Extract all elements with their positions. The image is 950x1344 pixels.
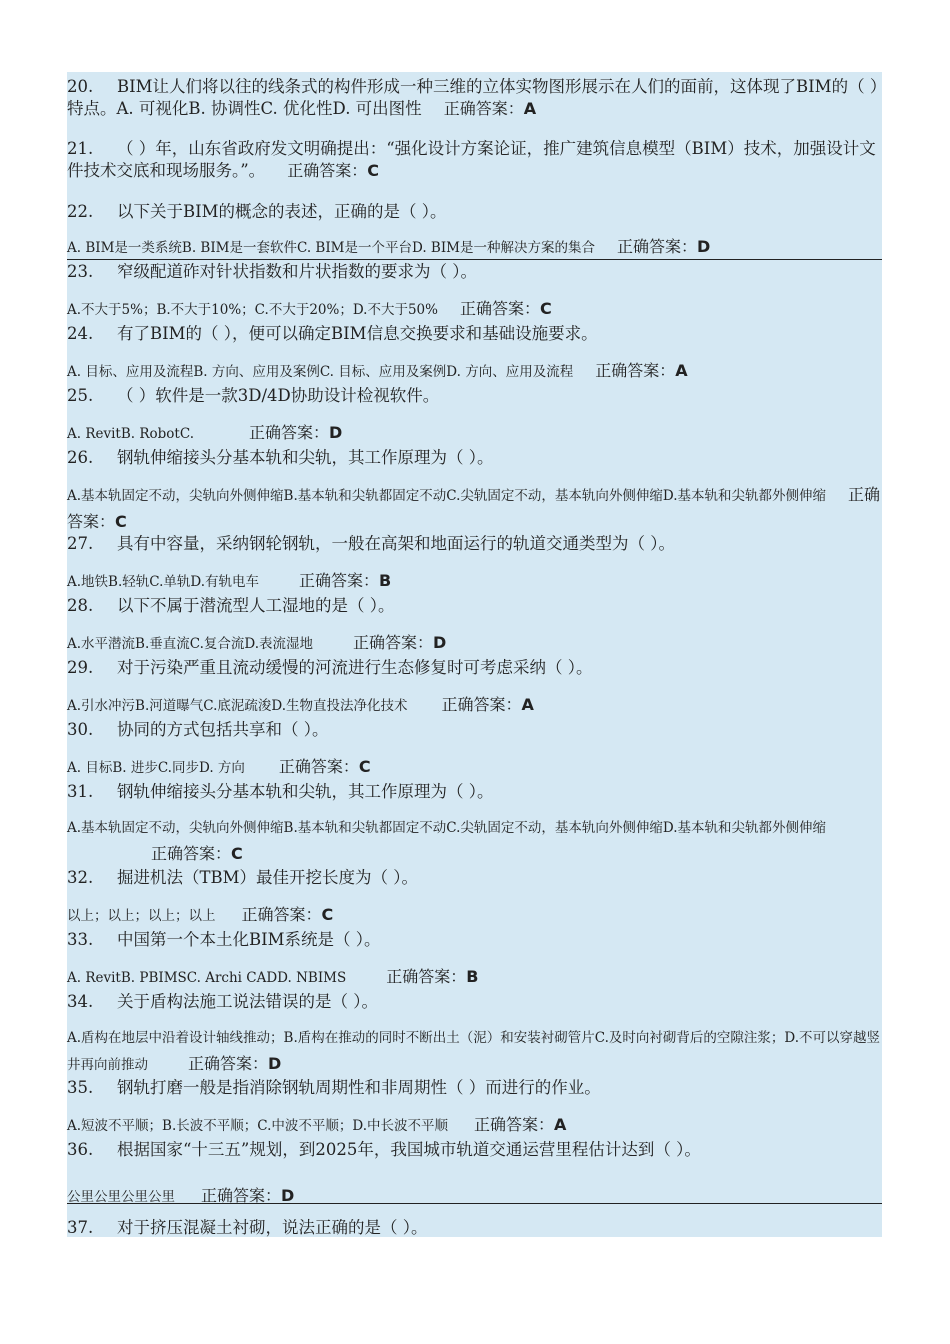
answer-letter: C: [367, 161, 379, 180]
question-text: 钢轨伸缩接头分基本轨和尖轨，其工作原理为（ ）。: [117, 782, 494, 801]
question-text: 关于盾构法施工说法错误的是（ ）。: [117, 992, 378, 1011]
answer-label: 正确答案：: [386, 967, 467, 986]
answer: [249, 423, 342, 442]
options-text: A. BIM是一类系统B. BIM是一套软件C. BIM是一个平台D. BIM是一种解决方案的集合: [67, 240, 595, 256]
answer: [353, 633, 446, 652]
question-36: [67, 1139, 701, 1161]
question-20: [67, 76, 882, 120]
answer-label: 正确答案：: [287, 161, 368, 180]
question-number: 23.: [67, 262, 94, 281]
answer-label: 正确答案：: [617, 237, 698, 256]
question-33: [67, 929, 381, 951]
answer: [442, 695, 534, 714]
answer-label: 正确答案：: [443, 99, 524, 118]
question-number: 30.: [67, 720, 94, 739]
answer-letter: D: [268, 1054, 282, 1073]
answer: [460, 299, 552, 318]
options-text: A. 目标B. 进步C.同步D. 方向: [67, 760, 245, 776]
answer-letter: B: [379, 571, 392, 590]
question-text: BIM让人们将以往的线条式的构件形成一种三维的立体实物图形展示在人们的面前，这体现了BIM的（ ）特点。A. 可视化B. 协调性C. 优化性D. 可出图性: [67, 77, 879, 118]
question-number: 21.: [67, 139, 94, 158]
question-25: [67, 385, 439, 407]
question-text: （ ）年，山东省政府发文明确提出：“强化设计方案论证，推广建筑信息模型（BIM）技术，加强设计文件技术交底和现场服务。”。: [67, 139, 876, 180]
answer: [188, 1054, 281, 1073]
divider-line: [67, 1203, 882, 1204]
question-number: 33.: [67, 930, 94, 949]
question-32: [67, 867, 418, 889]
question-28: [67, 595, 395, 617]
question-text: 掘进机法（TBM）最佳开挖长度为（ ）。: [117, 868, 419, 887]
answer: [386, 967, 478, 986]
options-31: [67, 816, 882, 868]
answer: [242, 905, 334, 924]
options-35: [67, 1113, 566, 1138]
question-35: [67, 1077, 601, 1099]
question-text: 以下不属于潜流型人工湿地的是（ ）。: [117, 596, 395, 615]
question-number: 26.: [67, 448, 94, 467]
answer-label: 正确答案：: [459, 299, 540, 318]
divider-line: [67, 259, 882, 260]
answer-letter: D: [329, 423, 343, 442]
answer-letter: C: [231, 844, 243, 863]
question-text: 中国第一个本土化BIM系统是（ ）。: [117, 930, 381, 949]
question-text: 钢轨伸缩接头分基本轨和尖轨，其工作原理为（ ）。: [117, 448, 494, 467]
options-33: [67, 965, 478, 990]
options-22: [67, 235, 710, 260]
question-number: 24.: [67, 324, 94, 343]
question-text: 具有中容量，采纳钢轮钢轨，一般在高架和地面运行的轨道交通类型为（ ）。: [117, 534, 675, 553]
options-text: A.地铁B.轻轨C.单轨D.有轨电车: [67, 574, 260, 590]
options-text: A. RevitB. RobotC.: [67, 426, 194, 442]
answer-letter: A: [554, 1115, 567, 1134]
answer: [299, 571, 391, 590]
answer: [151, 844, 243, 863]
answer-label: 正确答案：: [67, 485, 881, 531]
options-30: [67, 755, 371, 780]
options-text: A.基本轨固定不动，尖轨向外侧伸缩B.基本轨和尖轨都固定不动C.尖轨固定不动，基本轨向外侧伸缩D.基本轨和尖轨都外侧伸缩: [67, 488, 827, 504]
question-29: [67, 657, 593, 679]
answer-letter: B: [466, 967, 479, 986]
question-text: 有了BIM的（ ），便可以确定BIM信息交换要求和基础设施要求。: [117, 324, 598, 343]
answer: [287, 161, 379, 180]
answer-label: 正确答案：: [201, 1186, 282, 1205]
question-text: 窄级配道砟对针状指数和片状指数的要求为（ ）。: [117, 262, 477, 281]
answer-label: 正确答案：: [353, 633, 434, 652]
question-number: 36.: [67, 1140, 94, 1159]
question-30: [67, 719, 329, 741]
question-number: 37.: [67, 1218, 94, 1237]
answer-label: 正确答案：: [595, 361, 676, 380]
question-number: 34.: [67, 992, 94, 1011]
options-text: A.不大于5%；B.不大于10%；C.不大于20%；D.不大于50%: [67, 302, 438, 318]
answer: [595, 361, 687, 380]
answer-label: 正确答案：: [188, 1054, 269, 1073]
answer-label: 正确答案：: [441, 695, 522, 714]
question-number: 29.: [67, 658, 94, 677]
answer-label: 正确答案：: [278, 757, 359, 776]
answer: [617, 237, 710, 256]
answer-label: 正确答案：: [151, 844, 232, 863]
options-text: 以上；以上；以上；以上: [67, 908, 216, 924]
options-29: [67, 693, 534, 718]
question-number: 20.: [67, 77, 94, 96]
question-24: [67, 323, 598, 345]
options-text: A. 目标、应用及流程B. 方向、应用及案例C. 目标、应用及案例D. 方向、应用及流程: [67, 364, 574, 380]
question-number: 31.: [67, 782, 94, 801]
question-27: [67, 533, 675, 555]
question-text: 对于污染严重且流动缓慢的河流进行生态修复时可考虑采纳（ ）。: [117, 658, 593, 677]
exam-page: [67, 72, 882, 1237]
question-text: （ ）软件是一款3D/4D协助设计检视软件。: [117, 386, 440, 405]
question-23: [67, 261, 477, 283]
answer-letter: D: [281, 1186, 295, 1205]
options-text: A.盾构在地层中沿着设计轴线推动；B.盾构在推动的同时不断出土（泥）和安装衬砌管片C.及时向衬砌背后的空隙注浆；D.不可以穿越竖井再向前推动: [67, 1030, 881, 1073]
question-number: 22.: [67, 202, 94, 221]
answer-label: 正确答案：: [248, 423, 329, 442]
options-26: [67, 482, 882, 536]
answer-letter: A: [521, 695, 534, 714]
question-text: 协同的方式包括共享和（ ）。: [117, 720, 329, 739]
question-37: [67, 1217, 428, 1239]
question-text: 钢轨打磨一般是指消除钢轨周期性和非周期性（ ）而进行的作业。: [117, 1078, 601, 1097]
options-text: 公里公里公里公里: [67, 1189, 175, 1205]
options-28: [67, 631, 446, 656]
answer-letter: C: [358, 757, 371, 776]
question-number: 25.: [67, 386, 94, 405]
answer-label: 正确答案：: [241, 905, 322, 924]
question-26: [67, 447, 494, 469]
question-number: 35.: [67, 1078, 94, 1097]
options-23: [67, 297, 552, 322]
answer-letter: C: [115, 512, 127, 531]
question-number: 27.: [67, 534, 94, 553]
answer-letter: D: [433, 633, 447, 652]
answer-letter: A: [675, 361, 688, 380]
options-text: A.基本轨固定不动，尖轨向外侧伸缩B.基本轨和尖轨都固定不动C.尖轨固定不动，基本轨向外侧伸缩D.基本轨和尖轨都外侧伸缩: [67, 820, 827, 836]
answer: [444, 99, 536, 118]
answer-letter: C: [321, 905, 334, 924]
options-25: [67, 421, 342, 446]
question-text: 根据国家“十三五”规划，到2025年，我国城市轨道交通运营里程估计达到（ ）。: [117, 1140, 701, 1159]
answer: [279, 757, 371, 776]
question-31: [67, 781, 494, 803]
answer-label: 正确答案：: [474, 1115, 555, 1134]
options-24: [67, 359, 688, 384]
answer-letter: A: [523, 99, 537, 118]
options-34: [67, 1026, 882, 1078]
options-36: [67, 1184, 294, 1209]
question-22: [67, 201, 447, 223]
options-text: A. RevitB. PBIMSC. Archi CADD. NBIMS: [67, 970, 347, 986]
question-21: [67, 138, 882, 182]
options-text: A.短波不平顺；B.长波不平顺；C.中波不平顺；D.中长波不平顺: [67, 1118, 449, 1134]
answer: [474, 1115, 566, 1134]
question-text: 以下关于BIM的概念的表述，正确的是（ ）。: [117, 202, 447, 221]
options-text: A.引水冲污B.河道曝气C.底泥疏浚D.生物直投法净化技术: [67, 698, 408, 714]
question-text: 对于挤压混凝土衬砌，说法正确的是（ ）。: [117, 1218, 428, 1237]
answer-letter: C: [539, 299, 552, 318]
question-34: [67, 991, 378, 1013]
answer-letter: D: [697, 237, 711, 256]
question-number: 28.: [67, 596, 94, 615]
answer-label: 正确答案：: [299, 571, 380, 590]
options-27: [67, 569, 391, 594]
options-32: [67, 903, 333, 928]
question-number: 32.: [67, 868, 94, 887]
options-text: A.水平潜流B.垂直流C.复合流D.表流湿地: [67, 636, 314, 652]
